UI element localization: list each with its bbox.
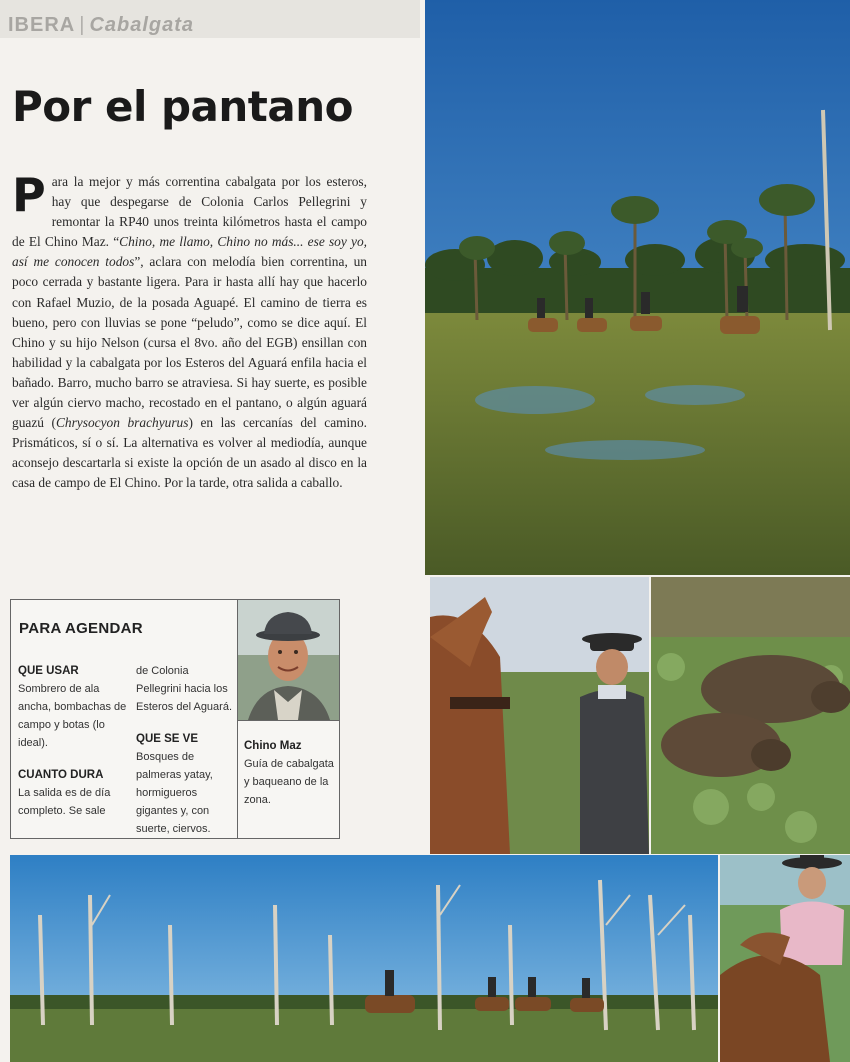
que-se-ve-heading: QUE SE VE (136, 733, 198, 745)
section-label (8, 14, 194, 37)
article-body (12, 168, 368, 494)
subsection-name: Cabalgata (89, 14, 195, 36)
species-name: Chrysocyon brachyurus (55, 415, 189, 431)
drop-cap: P (12, 168, 46, 222)
capybara-image (651, 577, 850, 854)
dead-trees-image (10, 855, 718, 1062)
rider-hat-image (720, 855, 850, 1062)
agenda-col-1 (18, 662, 130, 820)
body-part-2: ”, aclara con melodía bien correntina, un poco cerrada y bastante ligera. Para ir hasta allí hay que hacerlo con Rafael Muzio, de la posada Aguapé. El camino de tierra es bueno, pero con lluvias se pone “peludo”, como se dice aquí. El Chino y su hijo Nelson (cursa el 8vo. año del EGB) ensillan con habilidad y la cabalgata por los Esteros del Aguará enfila hacia el bañado. Barro, mucho barro se atraviesa. Si hay suerte, es posible ver algún ciervo macho, recostado en el pantano, o algún aguará guazú ( (12, 254, 367, 431)
portrait-photo (238, 600, 339, 721)
body-part-1: ara la mejor y más correntina cabalgata por los esteros, hay que despegarse de Colonia Carlos Pellegrini y remontar la RP40 unos treinta kilómetros hasta el campo de El Chino Maz. “ (12, 174, 367, 250)
cuanto-dura-text: La salida es de día completo. Se sale (18, 787, 111, 817)
person-role: Guía de cabalgata y baqueano de la zona. (244, 758, 334, 806)
portrait-image (238, 600, 339, 720)
photo-man-with-horse (430, 577, 649, 854)
cuanto-dura-heading: CUANTO DURA (18, 769, 104, 781)
agenda-title: PARA AGENDAR (19, 620, 143, 637)
person-caption (244, 737, 334, 809)
que-se-ve-text: Bosques de palmeras yatay, hormigueros gigantes y, con suerte, ciervos. (136, 751, 213, 835)
que-usar-heading: QUE USAR (18, 665, 79, 677)
section-header (0, 0, 420, 38)
body-quote: Chino, me llamo, Chino no más... ese soy yo, así me conocen todos (12, 234, 367, 270)
photo-dead-trees-riders (10, 855, 718, 1062)
section-name: IBERA (8, 14, 76, 36)
agenda-box (10, 599, 340, 839)
section-separator: | (79, 14, 86, 36)
palm-swamp-image (425, 0, 850, 575)
article-title: Por el pantano (12, 82, 353, 131)
que-usar-text: Sombrero de ala ancha, bombachas de campo y botas (lo ideal). (18, 683, 127, 749)
photo-capybaras (651, 577, 850, 854)
person-name: Chino Maz (244, 740, 302, 752)
man-horse-image (430, 577, 649, 854)
photo-palm-swamp-riders (425, 0, 850, 575)
photo-rider-with-hat (720, 855, 850, 1062)
body-part-3: ) en las cercanías del camino. Prismáticos, sí o sí. La alternativa es volver al mediodía, aunque aconsejo descartarla si existe la opción de un asado al disco en la casa de campo de El Chino. Por la tarde, otra salida a caballo. (12, 415, 368, 491)
agenda-col-2 (136, 662, 234, 838)
continuation-text: de Colonia Pellegrini hacia los Esteros del Aguará. (136, 665, 233, 713)
